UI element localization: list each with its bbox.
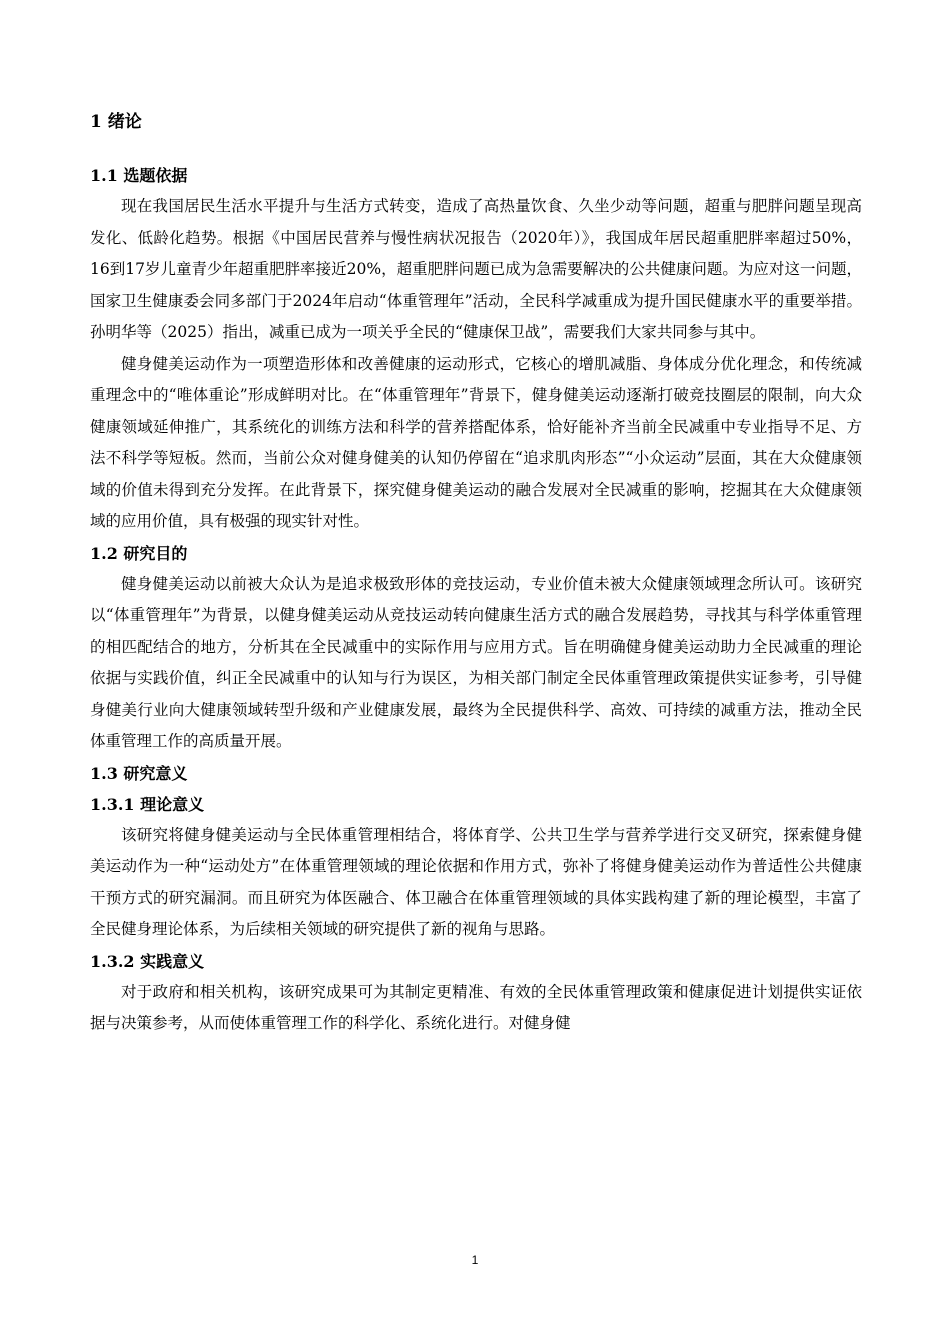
section-heading-1-1: 1.1 选题依据 [90,166,188,185]
section-heading-1-3: 1.3 研究意义 [90,763,188,783]
subsection-heading-1-3-2: 1.3.2 实践意义 [90,951,205,971]
paragraph: 对于政府和相关机构，该研究成果可为其制定更精准、有效的全民体重管理政策和健康促进计划提供实证依据与决策参考，从而使体重管理工作的科学化、系统化进行。对健身健 [90,982,862,1032]
chapter-heading: 1 绪论 [90,112,142,132]
paragraph: 健身健美运动作为一项塑造形体和改善健康的运动形式，它核心的增肌减脂、身体成分优化理念，和传统减重理念中的“唯体重论”形成鲜明对比。在“体重管理年”背景下，健身健美运动逐渐打破竞技圈层的限制，向大众健康领域延伸推广，其系统化的训练方法和科学的营养搭配体系，恰好能补齐当前全民减重中专业指导不足、方法不科学等短板。然而，当前公众对健身健美的认知仍停留在“追求肌肉形态”“小众运动”层面，其在大众健康领域的价值未得到充分发挥。在此背景下，探究健身健美运动的融合发展对全民减重的影响，挖掘其在大众健康领域的应用价值，具有极强的现实针对性。 [90,354,862,530]
paragraph: 现在我国居民生活水平提升与生活方式转变，造成了高热量饮食、久坐少动等问题，超重与肥胖问题呈现高发化、低龄化趋势。根据《中国居民营养与慢性病状况报告（2020年）》，我国成年居民超重肥胖率超过50%，16到17岁儿童青少年超重肥胖率接近20%，超重肥胖问题已成为急需要解决的公共健康问题。为应对这一问题，国家卫生健康委会同多部门于2024年启动“体重管理年”活动，全民科学减重成为提升国民健康水平的重要举措。孙明华等（2025）指出，减重已成为一项关乎全民的“健康保卫战”，需要我们大家共同参与其中。 [90,197,862,341]
paragraph: 该研究将健身健美运动与全民体重管理相结合，将体育学、公共卫生学与营养学进行交叉研究，探索健身健美运动作为一种“运动处方”在体重管理领域的理论依据和作用方式，弥补了将健身健美运动作为普适性公共健康干预方式的研究漏洞。而且研究为体医融合、体卫融合在体重管理领域的具体实践构建了新的理论模型，丰富了全民健身理论体系，为后续相关领域的研究提供了新的视角与思路。 [90,825,862,938]
paragraph: 健身健美运动以前被大众认为是追求极致形体的竞技运动，专业价值未被大众健康领域理念所认可。该研究以“体重管理年”为背景，以健身健美运动从竞技运动转向健康生活方式的融合发展趋势，寻找其与科学体重管理的相匹配结合的地方，分析其在全民减重中的实际作用与应用方式。旨在明确健身健美运动助力全民减重的理论依据与实践价值，纠正全民减重中的认知与行为误区，为相关部门制定全民体重管理政策提供实证参考，引导健身健美行业向大健康领域转型升级和产业健康发展，最终为全民提供科学、高效、可持续的减重方法，推动全民体重管理工作的高质量开展。 [90,574,862,750]
document-body [90,106,862,1040]
subsection-heading-1-3-1: 1.3.1 理论意义 [90,794,205,814]
section-heading-1-2: 1.2 研究目的 [90,543,188,563]
page-number: 1 [471,1253,479,1267]
